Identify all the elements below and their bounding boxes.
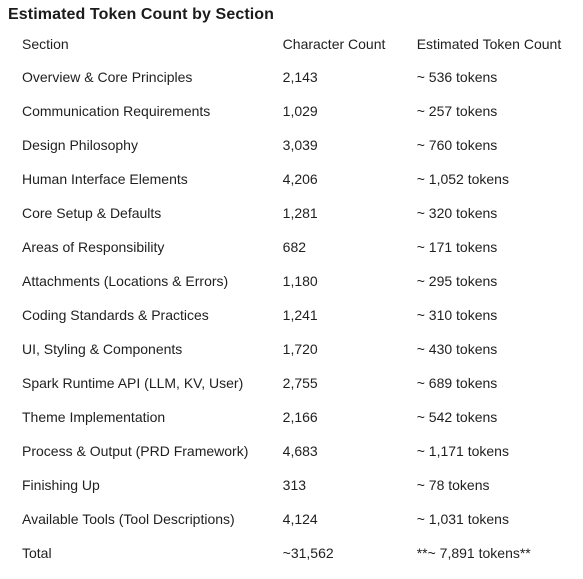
section-cell: Design Philosophy [22,137,138,153]
token-count-cell: ~ 295 tokens [416,273,498,289]
character-count-cell: 682 [282,239,307,255]
token-count-cell: ~ 310 tokens [416,307,498,323]
column-header-character-count: Character Count [282,36,386,52]
token-count-cell: ~ 1,031 tokens [416,511,509,527]
token-count-cell: ~ 689 tokens [416,375,498,391]
character-count-cell: 1,241 [282,307,318,323]
table-row [14,128,583,162]
table-row [14,162,583,196]
token-count-cell: ~ 536 tokens [416,69,498,85]
section-cell: Total [22,545,52,561]
section-cell: Areas of Responsibility [22,239,165,255]
character-count-cell: 1,281 [282,205,318,221]
section-cell: Coding Standards & Practices [22,307,209,323]
section-cell: Process & Output (PRD Framework) [22,443,249,459]
section-cell: Finishing Up [22,477,100,493]
table-row [14,196,583,230]
token-count-cell: ~ 320 tokens [416,205,498,221]
character-count-cell: 3,039 [282,137,318,153]
total-row [14,536,583,570]
section-cell: Available Tools (Tool Descriptions) [22,511,235,527]
table-header-row [14,28,583,60]
character-count-cell: 2,755 [282,375,318,391]
table-row [14,400,583,434]
table-row [14,60,583,94]
section-cell: Human Interface Elements [22,171,188,187]
table-row [14,366,583,400]
token-count-cell: ~ 171 tokens [416,239,498,255]
character-count-cell: 4,683 [282,443,318,459]
token-count-cell: ~ 1,052 tokens [416,171,509,187]
character-count-cell: 313 [282,477,307,493]
section-cell: Attachments (Locations & Errors) [22,273,229,289]
section-cell: Theme Implementation [22,409,166,425]
character-count-cell: 4,206 [282,171,318,187]
table-row [14,298,583,332]
section-cell: Spark Runtime API (LLM, KV, User) [22,375,244,391]
table-row [14,230,583,264]
character-count-cell: ~31,562 [282,545,334,561]
token-count-cell: ~ 430 tokens [416,341,498,357]
section-cell: Core Setup & Defaults [22,205,162,221]
character-count-cell: 1,029 [282,103,318,119]
token-count-cell: **~ 7,891 tokens** [416,545,531,561]
token-count-cell: ~ 78 tokens [416,477,490,493]
table-row [14,264,583,298]
section-cell: UI, Styling & Components [22,341,183,357]
token-count-cell: ~ 257 tokens [416,103,498,119]
token-count-cell: ~ 542 tokens [416,409,498,425]
character-count-cell: 1,180 [282,273,318,289]
page-title: Estimated Token Count by Section [8,6,275,23]
character-count-cell: 4,124 [282,511,318,527]
character-count-cell: 1,720 [282,341,318,357]
token-count-cell: ~ 1,171 tokens [416,443,509,459]
table-row [14,94,583,128]
character-count-cell: 2,166 [282,409,318,425]
section-cell: Overview & Core Principles [22,69,193,85]
column-header-section: Section [22,36,69,52]
token-count-table [14,28,583,570]
table-row [14,332,583,366]
table-row [14,434,583,468]
token-count-cell: ~ 760 tokens [416,137,498,153]
character-count-cell: 2,143 [282,69,318,85]
table-row [14,468,583,502]
column-header-estimated-token-count: Estimated Token Count [416,36,562,52]
section-cell: Communication Requirements [22,103,211,119]
table-row [14,502,583,536]
